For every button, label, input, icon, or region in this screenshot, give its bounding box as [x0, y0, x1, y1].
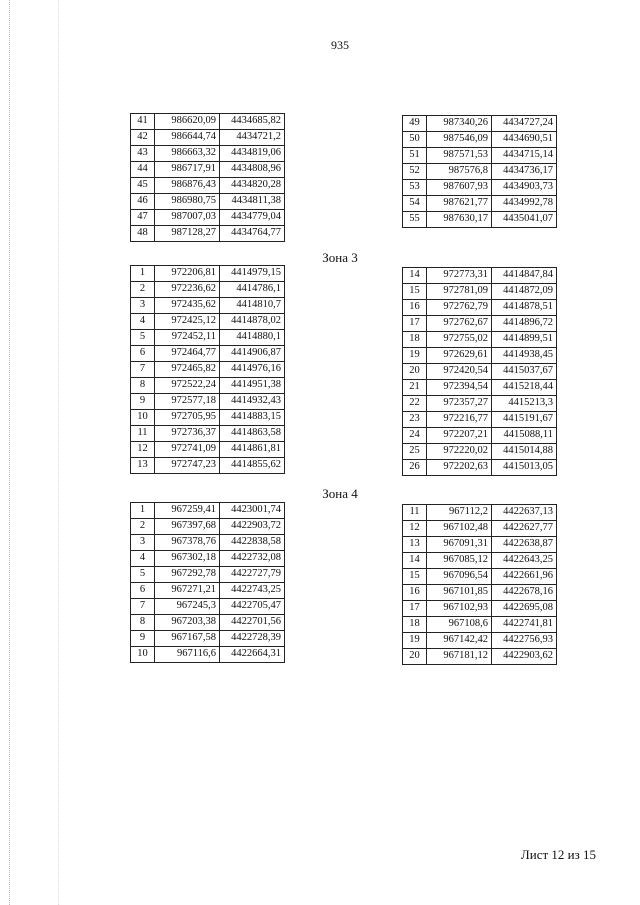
point-number: 45	[131, 178, 155, 194]
zone-title: Зона 3	[322, 250, 358, 265]
point-number: 2	[131, 282, 155, 298]
x-coordinate: 972577,18	[155, 394, 220, 410]
table-row	[131, 346, 285, 362]
x-coordinate: 967259,41	[155, 503, 220, 519]
point-number: 1	[131, 503, 155, 519]
point-number: 25	[403, 444, 427, 460]
table-row	[403, 412, 557, 428]
x-coordinate: 986876,43	[155, 178, 220, 194]
table-row	[403, 132, 557, 148]
table-row	[403, 332, 557, 348]
x-coordinate: 987630,17	[427, 212, 492, 228]
y-coordinate: 4422732,08	[220, 551, 285, 567]
table-row	[403, 537, 557, 553]
table-row	[131, 266, 285, 282]
y-coordinate: 4414872,09	[492, 284, 557, 300]
point-number: 22	[403, 396, 427, 412]
y-coordinate: 4434820,28	[220, 178, 285, 194]
point-number: 1	[131, 266, 155, 282]
x-coordinate: 967108,6	[427, 617, 492, 633]
point-number: 15	[403, 569, 427, 585]
point-number: 51	[403, 148, 427, 164]
x-coordinate: 972741,09	[155, 442, 220, 458]
x-coordinate: 972220,02	[427, 444, 492, 460]
point-number: 26	[403, 460, 427, 476]
table-row	[131, 282, 285, 298]
table-row	[131, 226, 285, 242]
x-coordinate: 972216,77	[427, 412, 492, 428]
x-coordinate: 986980,75	[155, 194, 220, 210]
x-coordinate: 972464,77	[155, 346, 220, 362]
x-coordinate: 986717,91	[155, 162, 220, 178]
table-row	[403, 300, 557, 316]
y-coordinate: 4414861,81	[220, 442, 285, 458]
y-coordinate: 4414863,58	[220, 426, 285, 442]
point-number: 47	[131, 210, 155, 226]
table-row	[403, 444, 557, 460]
point-number: 16	[403, 585, 427, 601]
point-number: 11	[403, 505, 427, 521]
table-row	[403, 316, 557, 332]
x-coordinate: 967091,31	[427, 537, 492, 553]
table-row	[403, 633, 557, 649]
y-coordinate: 4434736,17	[492, 164, 557, 180]
y-coordinate: 4422638,87	[492, 537, 557, 553]
table-row	[403, 521, 557, 537]
y-coordinate: 4434690,51	[492, 132, 557, 148]
point-number: 18	[403, 332, 427, 348]
table-row	[403, 617, 557, 633]
point-number: 14	[403, 553, 427, 569]
point-number: 10	[131, 410, 155, 426]
y-coordinate: 4422756,93	[492, 633, 557, 649]
x-coordinate: 967378,76	[155, 535, 220, 551]
point-number: 42	[131, 130, 155, 146]
point-number: 20	[403, 649, 427, 665]
y-coordinate: 4414878,51	[492, 300, 557, 316]
table-row	[403, 649, 557, 665]
y-coordinate: 4414883,15	[220, 410, 285, 426]
x-coordinate: 967102,48	[427, 521, 492, 537]
x-coordinate: 986620,09	[155, 114, 220, 130]
point-number: 20	[403, 364, 427, 380]
y-coordinate: 4422705,47	[220, 599, 285, 615]
x-coordinate: 972629,61	[427, 348, 492, 364]
y-coordinate: 4422643,25	[492, 553, 557, 569]
table-row	[131, 647, 285, 663]
y-coordinate: 4415191,67	[492, 412, 557, 428]
point-number: 19	[403, 633, 427, 649]
table-row	[131, 314, 285, 330]
table-row	[131, 210, 285, 226]
table-row	[131, 535, 285, 551]
y-coordinate: 4434819,06	[220, 146, 285, 162]
y-coordinate: 4414855,62	[220, 458, 285, 474]
table-row	[131, 178, 285, 194]
point-number: 17	[403, 316, 427, 332]
point-number: 54	[403, 196, 427, 212]
x-coordinate: 967102,93	[427, 601, 492, 617]
table-row	[131, 551, 285, 567]
y-coordinate: 4434721,2	[220, 130, 285, 146]
table-row	[131, 162, 285, 178]
point-number: 3	[131, 298, 155, 314]
point-number: 8	[131, 615, 155, 631]
x-coordinate: 987340,26	[427, 116, 492, 132]
point-number: 9	[131, 394, 155, 410]
point-number: 12	[131, 442, 155, 458]
table-row	[131, 362, 285, 378]
x-coordinate: 987128,27	[155, 226, 220, 242]
x-coordinate: 972357,27	[427, 396, 492, 412]
point-number: 24	[403, 428, 427, 444]
table-row	[403, 569, 557, 585]
coordinate-table-left	[130, 113, 285, 242]
y-coordinate: 4415037,67	[492, 364, 557, 380]
table-row	[131, 442, 285, 458]
y-coordinate: 4414938,45	[492, 348, 557, 364]
x-coordinate: 972394,54	[427, 380, 492, 396]
y-coordinate: 4422743,25	[220, 583, 285, 599]
table-row	[403, 284, 557, 300]
x-coordinate: 972705,95	[155, 410, 220, 426]
y-coordinate: 4415218,44	[492, 380, 557, 396]
x-coordinate: 987621,77	[427, 196, 492, 212]
y-coordinate: 4414878,02	[220, 314, 285, 330]
sheet-footer: Лист 12 из 15	[520, 847, 596, 862]
y-coordinate: 4415014,88	[492, 444, 557, 460]
scan-margin-line	[9, 0, 10, 905]
x-coordinate: 972452,11	[155, 330, 220, 346]
point-number: 43	[131, 146, 155, 162]
y-coordinate: 4434992,78	[492, 196, 557, 212]
table-row	[403, 164, 557, 180]
table-row	[131, 114, 285, 130]
y-coordinate: 4434811,38	[220, 194, 285, 210]
x-coordinate: 972465,82	[155, 362, 220, 378]
table-row	[403, 148, 557, 164]
y-coordinate: 4422728,39	[220, 631, 285, 647]
point-number: 52	[403, 164, 427, 180]
y-coordinate: 4422627,77	[492, 521, 557, 537]
x-coordinate: 972206,81	[155, 266, 220, 282]
x-coordinate: 987571,53	[427, 148, 492, 164]
table-row	[131, 330, 285, 346]
y-coordinate: 4414976,16	[220, 362, 285, 378]
x-coordinate: 972522,24	[155, 378, 220, 394]
point-number: 4	[131, 314, 155, 330]
x-coordinate: 967203,38	[155, 615, 220, 631]
table-row	[403, 428, 557, 444]
table-row	[131, 599, 285, 615]
point-number: 41	[131, 114, 155, 130]
table-row	[131, 194, 285, 210]
y-coordinate: 4414899,51	[492, 332, 557, 348]
x-coordinate: 972736,37	[155, 426, 220, 442]
point-number: 6	[131, 346, 155, 362]
x-coordinate: 972781,09	[427, 284, 492, 300]
x-coordinate: 972435,62	[155, 298, 220, 314]
y-coordinate: 4414847,84	[492, 268, 557, 284]
table-row	[131, 631, 285, 647]
y-coordinate: 4422664,31	[220, 647, 285, 663]
y-coordinate: 4422727,79	[220, 567, 285, 583]
x-coordinate: 967096,54	[427, 569, 492, 585]
point-number: 12	[403, 521, 427, 537]
y-coordinate: 4422678,16	[492, 585, 557, 601]
y-coordinate: 4414906,87	[220, 346, 285, 362]
y-coordinate: 4434903,73	[492, 180, 557, 196]
point-number: 21	[403, 380, 427, 396]
y-coordinate: 4434715,14	[492, 148, 557, 164]
y-coordinate: 4422637,13	[492, 505, 557, 521]
y-coordinate: 4435041,07	[492, 212, 557, 228]
coordinate-table-right	[402, 267, 557, 476]
y-coordinate: 4415013,05	[492, 460, 557, 476]
point-number: 11	[131, 426, 155, 442]
table-row	[131, 146, 285, 162]
y-coordinate: 4434779,04	[220, 210, 285, 226]
table-row	[403, 553, 557, 569]
table-row	[131, 130, 285, 146]
x-coordinate: 987607,93	[427, 180, 492, 196]
x-coordinate: 967167,58	[155, 631, 220, 647]
point-number: 13	[403, 537, 427, 553]
x-coordinate: 972207,21	[427, 428, 492, 444]
table-row	[403, 380, 557, 396]
zone-title: Зона 4	[322, 486, 358, 501]
point-number: 23	[403, 412, 427, 428]
coordinate-table-right	[402, 115, 557, 228]
y-coordinate: 4422838,58	[220, 535, 285, 551]
table-row	[131, 503, 285, 519]
x-coordinate: 967292,78	[155, 567, 220, 583]
y-coordinate: 4414979,15	[220, 266, 285, 282]
y-coordinate: 4422701,56	[220, 615, 285, 631]
y-coordinate: 4434727,24	[492, 116, 557, 132]
y-coordinate: 4434808,96	[220, 162, 285, 178]
y-coordinate: 4415088,11	[492, 428, 557, 444]
x-coordinate: 967085,12	[427, 553, 492, 569]
x-coordinate: 972420,54	[427, 364, 492, 380]
y-coordinate: 4422903,62	[492, 649, 557, 665]
y-coordinate: 4414932,43	[220, 394, 285, 410]
table-row	[131, 458, 285, 474]
point-number: 7	[131, 362, 155, 378]
table-row	[131, 378, 285, 394]
y-coordinate: 4415213,3	[492, 396, 557, 412]
point-number: 9	[131, 631, 155, 647]
table-row	[131, 583, 285, 599]
y-coordinate: 4434764,77	[220, 226, 285, 242]
table-row	[403, 505, 557, 521]
y-coordinate: 4422903,72	[220, 519, 285, 535]
point-number: 18	[403, 617, 427, 633]
point-number: 3	[131, 535, 155, 551]
y-coordinate: 4414951,38	[220, 378, 285, 394]
y-coordinate: 4423001,74	[220, 503, 285, 519]
y-coordinate: 4414786,1	[220, 282, 285, 298]
point-number: 48	[131, 226, 155, 242]
y-coordinate: 4414810,7	[220, 298, 285, 314]
y-coordinate: 4434685,82	[220, 114, 285, 130]
coordinate-table-left	[130, 265, 285, 474]
x-coordinate: 972202,63	[427, 460, 492, 476]
point-number: 46	[131, 194, 155, 210]
y-coordinate: 4414896,72	[492, 316, 557, 332]
x-coordinate: 972747,23	[155, 458, 220, 474]
x-coordinate: 986644,74	[155, 130, 220, 146]
table-row	[131, 298, 285, 314]
point-number: 50	[403, 132, 427, 148]
x-coordinate: 986663,32	[155, 146, 220, 162]
x-coordinate: 972762,67	[427, 316, 492, 332]
point-number: 17	[403, 601, 427, 617]
y-coordinate: 4422695,08	[492, 601, 557, 617]
table-row	[403, 396, 557, 412]
table-row	[403, 601, 557, 617]
y-coordinate: 4414880,1	[220, 330, 285, 346]
point-number: 15	[403, 284, 427, 300]
point-number: 5	[131, 330, 155, 346]
point-number: 16	[403, 300, 427, 316]
x-coordinate: 967302,18	[155, 551, 220, 567]
x-coordinate: 967116,6	[155, 647, 220, 663]
table-row	[131, 394, 285, 410]
table-row	[403, 585, 557, 601]
x-coordinate: 967101,85	[427, 585, 492, 601]
y-coordinate: 4422661,96	[492, 569, 557, 585]
point-number: 13	[131, 458, 155, 474]
coordinate-table-right	[402, 504, 557, 665]
coordinate-table-left	[130, 502, 285, 663]
table-row	[403, 348, 557, 364]
x-coordinate: 987546,09	[427, 132, 492, 148]
table-row	[131, 519, 285, 535]
table-row	[403, 116, 557, 132]
table-row	[403, 364, 557, 380]
x-coordinate: 967142,42	[427, 633, 492, 649]
point-number: 10	[131, 647, 155, 663]
table-row	[403, 180, 557, 196]
table-row	[403, 460, 557, 476]
x-coordinate: 972236,62	[155, 282, 220, 298]
table-row	[403, 212, 557, 228]
point-number: 55	[403, 212, 427, 228]
point-number: 5	[131, 567, 155, 583]
x-coordinate: 967245,3	[155, 599, 220, 615]
table-row	[403, 196, 557, 212]
x-coordinate: 972755,02	[427, 332, 492, 348]
point-number: 8	[131, 378, 155, 394]
x-coordinate: 987007,03	[155, 210, 220, 226]
table-row	[131, 567, 285, 583]
point-number: 7	[131, 599, 155, 615]
table-row	[131, 615, 285, 631]
x-coordinate: 987576,8	[427, 164, 492, 180]
x-coordinate: 967271,21	[155, 583, 220, 599]
point-number: 2	[131, 519, 155, 535]
point-number: 4	[131, 551, 155, 567]
y-coordinate: 4422741,81	[492, 617, 557, 633]
x-coordinate: 972425,12	[155, 314, 220, 330]
x-coordinate: 967181,12	[427, 649, 492, 665]
point-number: 14	[403, 268, 427, 284]
page-number: 935	[331, 38, 349, 52]
point-number: 49	[403, 116, 427, 132]
table-row	[403, 268, 557, 284]
x-coordinate: 967397,68	[155, 519, 220, 535]
table-row	[131, 410, 285, 426]
point-number: 53	[403, 180, 427, 196]
point-number: 19	[403, 348, 427, 364]
scan-margin-line	[58, 0, 59, 905]
point-number: 6	[131, 583, 155, 599]
x-coordinate: 972762,79	[427, 300, 492, 316]
x-coordinate: 972773,31	[427, 268, 492, 284]
table-row	[131, 426, 285, 442]
point-number: 44	[131, 162, 155, 178]
x-coordinate: 967112,2	[427, 505, 492, 521]
